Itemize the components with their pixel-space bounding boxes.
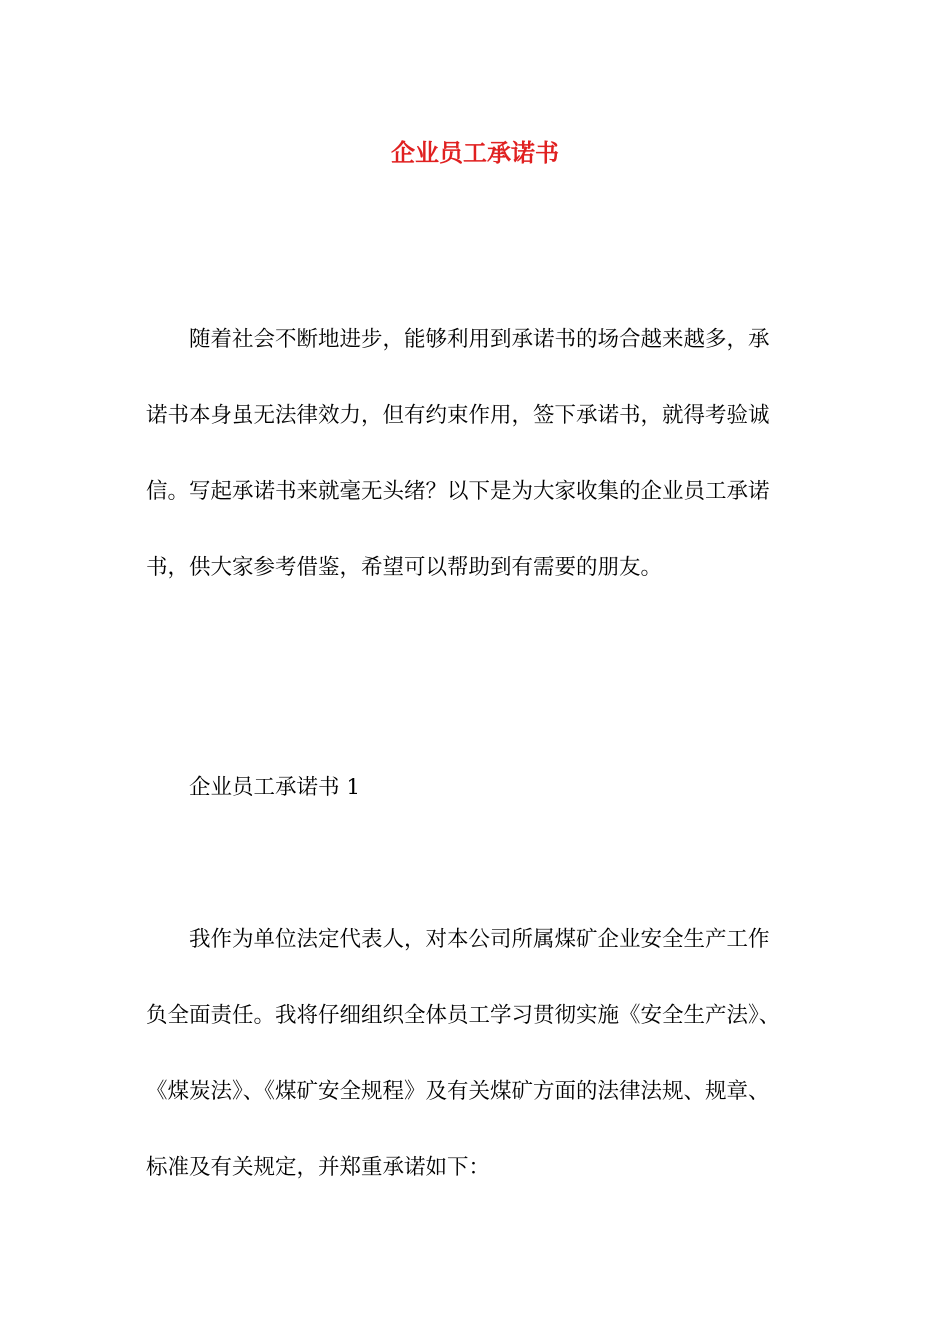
- intro-line: 随着社会不断地进步，能够利用到承诺书的场合越来越多，承: [189, 327, 770, 352]
- intro-line: 信。写起承诺书来就毫无头绪？以下是为大家收集的企业员工承诺: [146, 479, 770, 504]
- body-line: 负全面责任。我将仔细组织全体员工学习贯彻实施《安全生产法》、: [146, 1003, 781, 1028]
- page-title: 企业员工承诺书: [391, 138, 559, 167]
- body-paragraph: [146, 902, 806, 1206]
- intro-paragraph: [146, 302, 806, 606]
- body-line: 我作为单位法定代表人，对本公司所属煤矿企业安全生产工作: [189, 927, 770, 952]
- intro-line: 书，供大家参考借鉴，希望可以帮助到有需要的朋友。: [146, 555, 663, 580]
- body-line: 《煤炭法》、《煤矿安全规程》及有关煤矿方面的法律法规、规章、: [146, 1079, 770, 1104]
- section-heading: 企业员工承诺书 1: [189, 775, 361, 800]
- body-line: 标准及有关规定，并郑重承诺如下：: [146, 1155, 491, 1180]
- intro-line: 诺书本身虽无法律效力，但有约束作用，签下承诺书，就得考验诚: [146, 403, 770, 428]
- section-heading-paragraph: [146, 750, 806, 826]
